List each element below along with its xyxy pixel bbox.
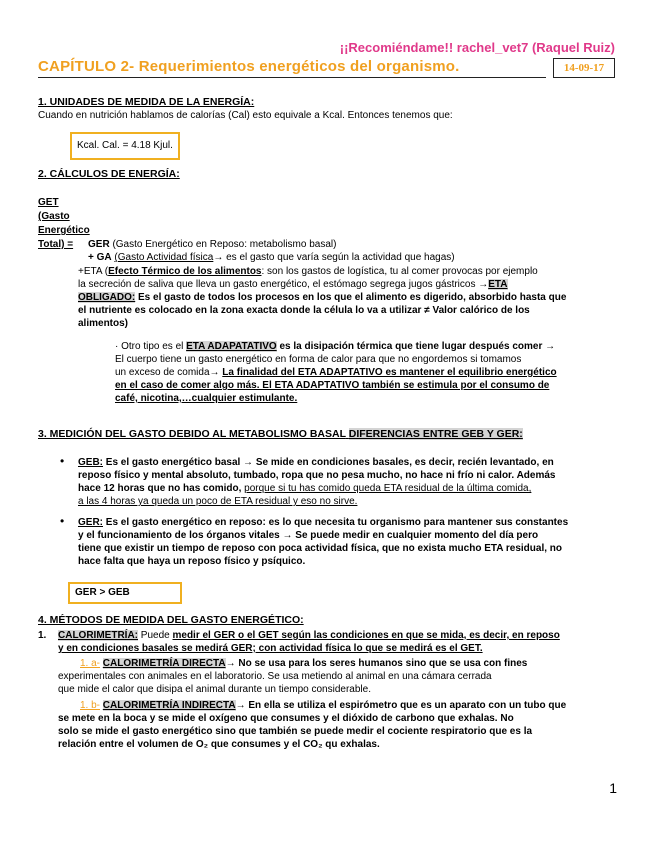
section-3-heading: 3. MEDICIÓN DEL GASTO DEBIDO AL METABOLISMO BASAL DIFERENCIAS ENTRE GEB Y GER:	[38, 428, 523, 440]
ga-prefix: + GA	[88, 252, 112, 263]
eta-line-3: OBLIGADO: Es el gasto de todos los procesos en los que el alimento es digerido, absorbido hasta que	[78, 292, 567, 303]
formula: Kcal. Cal. = 4.18 Kjul.	[77, 140, 173, 151]
eta-obligado-1: ETA	[488, 279, 508, 290]
eta-adaptativo-block	[115, 340, 620, 405]
calorimetry-term: CALORIMETRÍA:	[58, 630, 138, 641]
get-label-line: Total) =	[38, 239, 74, 250]
title-underline	[38, 77, 546, 78]
ger-def-term: GER:	[78, 517, 103, 528]
adapt-line-2: El cuerpo tiene un gasto energético en forma de calor para que no engordemos si tomamos	[115, 354, 522, 365]
section-2-heading: 2. CÁLCULOS DE ENERGÍA:	[38, 168, 180, 180]
ga-term: (Gasto Actividad física	[114, 252, 214, 263]
geb-line-4: a las 4 horas ya queda un poco de ETA residual y eso no sirve.	[78, 496, 358, 507]
comparison-box	[68, 582, 182, 604]
geb-term: GEB:	[78, 457, 103, 468]
eta-line-1: +ETA (Efecto Térmico de los alimentos: son los gastos de logística, tu al comer provocas por ejemplo	[78, 266, 538, 277]
direct-line-2: experimentales con animales en el laboratorio. Se usa metiendo al animal en una cámara cerrada	[58, 671, 492, 682]
indirect-line-4: relación entre el volumen de O₂ que consumes y el CO₂ qu exhalas.	[58, 739, 380, 750]
section-1-heading: 1. UNIDADES DE MEDIDA DE LA ENERGÍA:	[38, 96, 255, 108]
ga-line	[88, 251, 455, 264]
geb-line-1: GEB: Es el gasto energético basal → Se mide en condiciones basales, es decir, recién levantado, en	[78, 457, 554, 468]
author-credit: ¡¡Recomiéndame!! rachel_vet7 (Raquel Ruiz)	[339, 40, 615, 55]
direct-line-1: 1. a- CALORIMETRÍA DIRECTA→ No se usa para los seres humanos sino que se usa con fines	[80, 658, 528, 669]
section-4-heading: 4. MÉTODOS DE MEDIDA DEL GASTO ENERGÉTICO:	[38, 614, 304, 626]
ga-desc: → es el gasto que varía según la actividad que hagas)	[213, 252, 455, 263]
geb-line-3: hace 12 horas que no has comido, porque si tu has comido queda ETA residual de la última comida,	[78, 483, 532, 494]
get-label-line: GET	[38, 197, 59, 208]
adapt-line-4: en el caso de comer algo más. El ETA ADAPTATIVO también se estimula por el consumo de	[115, 380, 550, 391]
eta-term: Efecto Térmico de los alimentos	[108, 266, 262, 277]
direct-block	[58, 657, 618, 696]
indirect-block	[58, 699, 618, 751]
get-label	[38, 196, 90, 252]
ger-line	[88, 238, 336, 251]
formula-box	[70, 132, 180, 160]
ger-desc: (Gasto Energético en Reposo: metabolismo basal)	[112, 239, 337, 250]
eta-adaptativo-term: ETA ADAPATATIVO	[186, 341, 277, 352]
calorimetry-number: 1.	[38, 630, 47, 641]
section-3-highlight: DIFERENCIAS ENTRE GEB Y GER:	[348, 428, 523, 440]
calorimetry-line-2: y en condiciones basales se medirá GER; con actividad física lo que se medirá es el GET.	[58, 643, 483, 654]
eta-block	[78, 265, 618, 330]
indirect-line-3: solo se mide el gasto energético sino que también se puede medir el cociente respiratorio que es la	[58, 726, 533, 737]
eta-line-2: la secreción de saliva que lleva un gasto energético, el estómago segrega jugos gástricos →ETA	[78, 279, 508, 290]
indirect-label: 1. b-	[80, 700, 101, 711]
ger-def-line-4: hace falta que haya un reposo físico y psíquico.	[78, 556, 306, 567]
geb-block	[78, 456, 618, 508]
direct-line-3: que mide el calor que disipa el animal durante un tiempo considerable.	[58, 684, 371, 695]
direct-label: 1. a-	[80, 658, 101, 669]
eta-line-5: alimentos)	[78, 318, 129, 329]
chapter-title: CAPÍTULO 2- Requerimientos energéticos del organismo.	[38, 58, 460, 75]
page-number: 1	[609, 780, 617, 796]
indirect-line-1: 1. b- CALORIMETRÍA INDIRECTA→ En ella se utiliza el espirómetro que es un aparato con un tubo que	[80, 700, 567, 711]
geb-line-2: reposo físico y mental absoluto, tumbado, ropa que no pesa mucho, no hace ni frío ni calor. Además	[78, 470, 556, 481]
comparison: GER > GEB	[75, 587, 130, 598]
section-1-text: Cuando en nutrición hablamos de calorías (Cal) esto equivale a Kcal. Entonces tenemos que:	[38, 110, 453, 121]
ger-def-line-3: tiene que existir un tiempo de reposo con poca actividad física, que no exista mucho ETA residual, no	[78, 543, 562, 554]
ger-block	[78, 516, 618, 568]
indirect-term: CALORIMETRÍA INDIRECTA	[102, 700, 236, 711]
adapt-line-1: · Otro tipo es el ETA ADAPATATIVO es la disipación térmica que tiene lugar después comer →	[115, 341, 556, 352]
get-label-line: (Gasto	[38, 211, 70, 222]
calorimetry-line-1: CALORIMETRÍA: Puede medir el GER o el GET según las condiciones en que se mida, es decir, en reposo	[58, 630, 560, 641]
ger-term: GER	[88, 239, 110, 250]
calorimetry-block	[58, 629, 618, 655]
ger-def-line-1: GER: Es el gasto energético en reposo: es lo que necesita tu organismo para mantener sus constantes	[78, 517, 569, 528]
eta-line-4: el nutriente es colocado en la zona exacta donde la célula lo va a utilizar ≠ Valor calórico de los	[78, 305, 530, 316]
adapt-line-3: un exceso de comida→ La finalidad del ETA ADAPTATIVO es mantener el equilibrio energético	[115, 367, 557, 378]
date-box: 14-09-17	[553, 58, 615, 78]
adapt-line-5: café, nicotina,…cualquier estimulante.	[115, 393, 298, 404]
eta-obligado-2: OBLIGADO:	[78, 292, 136, 303]
bullet-icon: •	[60, 454, 65, 468]
get-label-line: Energético	[38, 225, 90, 236]
bullet-icon: •	[60, 514, 65, 528]
indirect-line-2: se mete en la boca y se mide el oxígeno que consumes y el dióxido de carbono que exhalas. No	[58, 713, 514, 724]
direct-term: CALORIMETRÍA DIRECTA	[102, 658, 226, 669]
ger-def-line-2: y el funcionamiento de los órganos vitales → Se puede medir en cualquier momento del día pero	[78, 530, 539, 541]
